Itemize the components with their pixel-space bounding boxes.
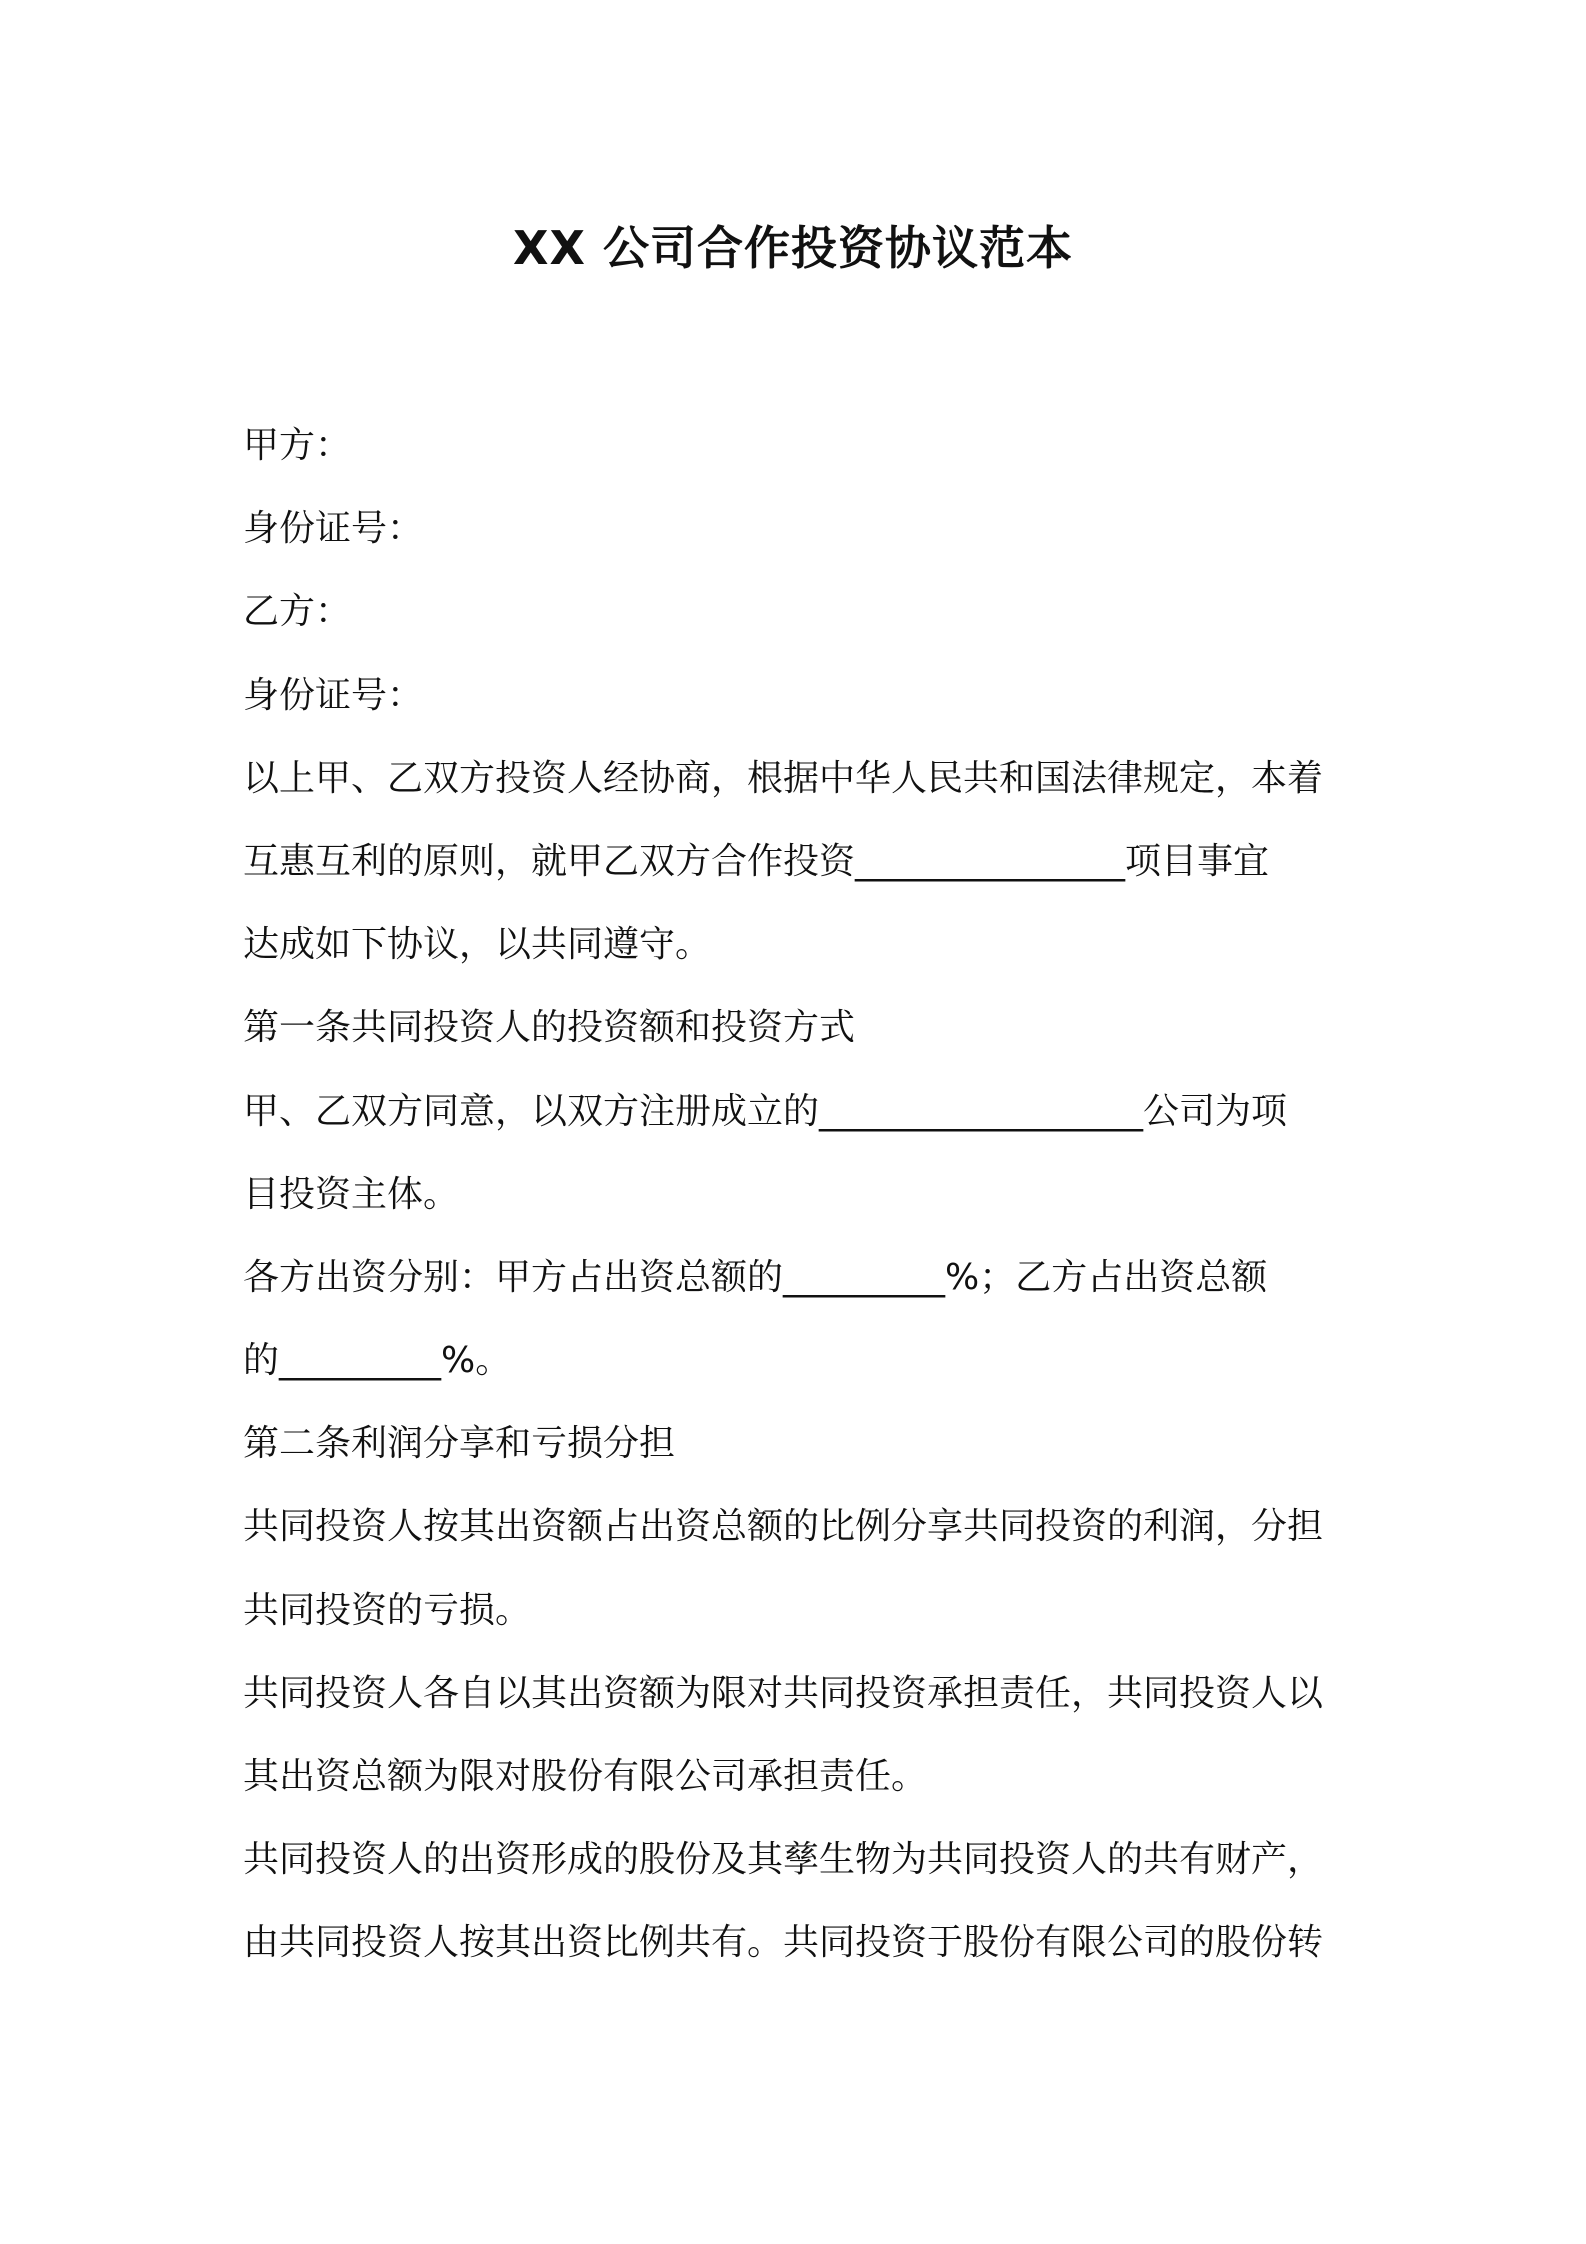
party-b-id-label: 身份证号：	[243, 674, 424, 716]
article-1-heading: 第一条共同投资人的投资额和投资方式	[243, 1007, 856, 1049]
article-2-line: 共同投资人的出资形成的股份及其孳生物为共同投资人的共有财产，	[243, 1839, 1324, 1881]
party-b-label: 乙方：	[243, 591, 352, 633]
party-a-id-label: 身份证号：	[243, 508, 424, 550]
article-2-line: 共同投资的亏损。	[243, 1589, 532, 1631]
article-1-line: 各方出资分别：甲方占出资总额的_________%；乙方占出资总额	[243, 1256, 1268, 1298]
preamble-line: 互惠互利的原则，就甲乙双方合作投资_______________项目事宜	[243, 840, 1270, 882]
article-2-heading: 第二条利润分享和亏损分担	[243, 1423, 676, 1465]
party-a-label: 甲方：	[243, 425, 352, 466]
document-title: XX 公司合作投资协议范本	[513, 221, 1073, 275]
article-2-line: 由共同投资人按其出资比例共有。共同投资于股份有限公司的股份转	[243, 1922, 1324, 1964]
article-2-line: 共同投资人各自以其出资额为限对共同投资承担责任，共同投资人以	[243, 1672, 1324, 1714]
article-1-line: 的_________%。	[243, 1340, 512, 1382]
article-1-line: 目投资主体。	[243, 1173, 460, 1215]
article-2-line: 共同投资人按其出资额占出资总额的比例分享共同投资的利润，分担	[243, 1506, 1324, 1548]
document-body	[243, 404, 1363, 1985]
preamble-line: 以上甲、乙双方投资人经协商，根据中华人民共和国法律规定，本着	[243, 757, 1324, 799]
article-1-line: 甲、乙双方同意，以双方注册成立的__________________公司为项	[243, 1090, 1288, 1132]
preamble-line: 达成如下协议，以共同遵守。	[243, 924, 712, 966]
article-2-line: 其出资总额为限对股份有限公司承担责任。	[243, 1756, 928, 1797]
